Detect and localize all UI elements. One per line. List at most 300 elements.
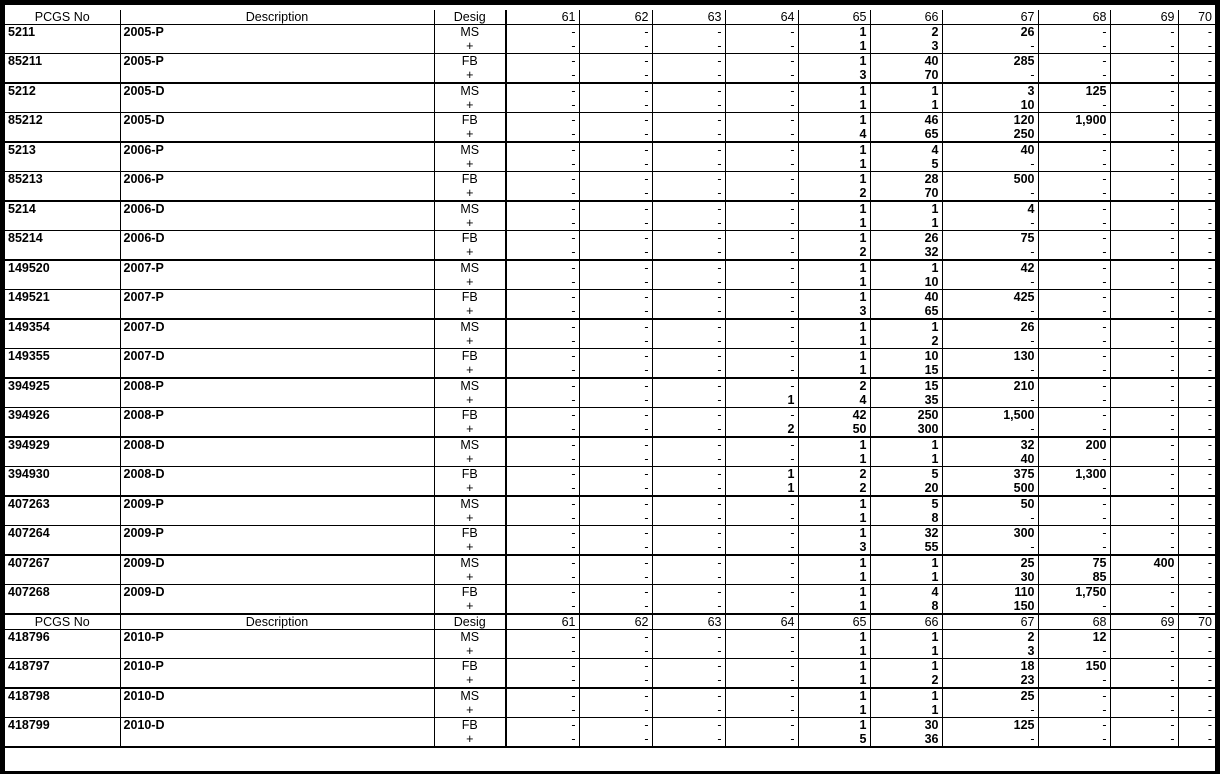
grade-price-cell (1038, 260, 1110, 290)
plus-price-value: - (1030, 540, 1035, 554)
header-row (5, 10, 1215, 25)
plus-price-value: - (790, 39, 795, 53)
plus-price-value: - (1102, 68, 1107, 82)
price-value: 400 (1153, 556, 1175, 570)
price-value: - (644, 349, 649, 363)
grade-price-cell (1178, 688, 1215, 718)
plus-price-value: - (1030, 186, 1035, 200)
grade-price-cell (870, 408, 942, 438)
grade-price-cell (942, 25, 1038, 54)
plus-price-value: - (1102, 452, 1107, 466)
grade-price-cell (579, 408, 652, 438)
grade-price-cell (870, 378, 942, 408)
grade-price-cell (652, 113, 725, 143)
plus-designation: + (466, 68, 474, 82)
grade-price-cell (579, 526, 652, 556)
table-row (5, 25, 1215, 54)
price-value: - (790, 689, 795, 703)
plus-price-value: - (1170, 334, 1175, 348)
pcgs-number: 418799 (5, 718, 120, 748)
price-value: - (790, 202, 795, 216)
designation: MS (460, 84, 480, 98)
grade-price-cell (1110, 25, 1178, 54)
plus-price-value: - (1207, 186, 1212, 200)
plus-price-value: - (644, 304, 649, 318)
grade-price-cell (1178, 467, 1215, 497)
plus-price-value: - (1030, 334, 1035, 348)
price-value: - (1102, 349, 1107, 363)
plus-price-value: - (1030, 68, 1035, 82)
price-value: - (571, 556, 576, 570)
grade-price-cell (579, 659, 652, 689)
price-value: 1 (931, 438, 939, 452)
grade-price-cell (870, 585, 942, 615)
grade-price-cell (506, 319, 579, 349)
plus-price-value: 23 (1020, 673, 1035, 687)
grade-price-cell (1110, 201, 1178, 231)
table-row (5, 231, 1215, 261)
price-value: - (644, 497, 649, 511)
plus-price-value: 1 (787, 393, 795, 407)
price-value: - (644, 113, 649, 127)
price-value: 1,500 (1003, 408, 1035, 422)
plus-designation: + (466, 245, 474, 259)
price-value: - (1207, 231, 1212, 245)
price-value: - (1102, 718, 1107, 732)
table-row (5, 201, 1215, 231)
pcgs-number: 149354 (5, 319, 120, 349)
plus-designation: + (466, 334, 474, 348)
grade-price-cell (870, 718, 942, 748)
grade-price-cell (1178, 630, 1215, 659)
plus-price-value: 2 (931, 334, 939, 348)
price-value: - (1170, 630, 1175, 644)
price-value: 1 (859, 143, 867, 157)
price-value: 200 (1085, 438, 1107, 452)
plus-price-value: - (1207, 304, 1212, 318)
price-value: - (571, 379, 576, 393)
table-row (5, 688, 1215, 718)
table-row (5, 555, 1215, 585)
grade-price-cell (1038, 231, 1110, 261)
plus-price-value: - (1102, 393, 1107, 407)
plus-price-value: - (644, 452, 649, 466)
column-header: 67 (942, 614, 1038, 630)
plus-price-value: 1 (931, 216, 939, 230)
grade-price-cell (725, 25, 798, 54)
price-value: - (717, 113, 722, 127)
price-value: - (1102, 231, 1107, 245)
price-value: - (717, 689, 722, 703)
price-value: - (1207, 630, 1212, 644)
price-value: - (644, 143, 649, 157)
designation-cell (434, 83, 506, 113)
designation: FB (461, 172, 478, 186)
plus-price-value: - (1030, 275, 1035, 289)
price-value: - (644, 25, 649, 39)
grade-price-cell (579, 718, 652, 748)
plus-price-value: - (790, 334, 795, 348)
plus-price-value: - (717, 363, 722, 377)
grade-price-cell (870, 54, 942, 84)
grade-price-cell (506, 83, 579, 113)
grade-price-cell (725, 142, 798, 172)
table-row (5, 349, 1215, 379)
grade-price-cell (506, 526, 579, 556)
price-value: 10 (924, 349, 939, 363)
plus-price-value: 2 (859, 186, 867, 200)
table-row (5, 437, 1215, 467)
grade-price-cell (1110, 408, 1178, 438)
price-value: - (571, 438, 576, 452)
price-value: 250 (917, 408, 939, 422)
plus-price-value: - (790, 127, 795, 141)
grade-price-cell (506, 142, 579, 172)
grade-price-cell (798, 659, 870, 689)
price-value: 1 (859, 718, 867, 732)
price-value: 42 (1020, 261, 1035, 275)
plus-price-value: - (1102, 304, 1107, 318)
price-value: - (1102, 689, 1107, 703)
price-value: - (1207, 84, 1212, 98)
header-row (5, 614, 1215, 630)
grade-price-cell (1110, 496, 1178, 526)
grade-price-cell (652, 437, 725, 467)
price-value: 1 (859, 84, 867, 98)
price-value: - (644, 54, 649, 68)
coin-description: 2005-P (120, 25, 434, 54)
grade-price-cell (725, 496, 798, 526)
coin-description: 2005-P (120, 54, 434, 84)
plus-price-value: - (1102, 644, 1107, 658)
pcgs-number: 394930 (5, 467, 120, 497)
plus-price-value: - (1102, 127, 1107, 141)
plus-price-value: - (1170, 304, 1175, 318)
designation: MS (460, 202, 480, 216)
plus-price-value: - (1102, 422, 1107, 436)
grade-price-cell (1178, 54, 1215, 84)
plus-price-value: - (1102, 703, 1107, 717)
plus-price-value: - (1030, 732, 1035, 746)
grade-price-cell (942, 113, 1038, 143)
designation: FB (461, 718, 478, 732)
plus-price-value: - (571, 644, 576, 658)
price-value: 40 (924, 54, 939, 68)
grade-price-cell (652, 290, 725, 320)
price-value: 1 (859, 320, 867, 334)
plus-price-value: - (644, 732, 649, 746)
price-value: - (571, 25, 576, 39)
designation-cell (434, 54, 506, 84)
plus-price-value: 15 (924, 363, 939, 377)
plus-price-value: - (1102, 245, 1107, 259)
grade-price-cell (798, 718, 870, 748)
column-header: PCGS No (5, 10, 120, 25)
grade-price-cell (1178, 437, 1215, 467)
price-value: - (790, 630, 795, 644)
plus-price-value: - (1030, 393, 1035, 407)
grade-price-cell (870, 437, 942, 467)
price-value: 30 (924, 718, 939, 732)
price-value: 2 (931, 25, 939, 39)
plus-price-value: 3 (859, 68, 867, 82)
grade-price-cell (1110, 630, 1178, 659)
price-value: - (717, 349, 722, 363)
price-value: 12 (1092, 630, 1107, 644)
designation: MS (460, 379, 480, 393)
grade-price-cell (798, 496, 870, 526)
price-value: 130 (1013, 349, 1035, 363)
plus-price-value: 40 (1020, 452, 1035, 466)
plus-price-value: - (1170, 644, 1175, 658)
price-value: 1,300 (1075, 467, 1107, 481)
price-value: - (571, 172, 576, 186)
price-value: - (571, 143, 576, 157)
price-value: 32 (1020, 438, 1035, 452)
grade-price-cell (652, 659, 725, 689)
plus-price-value: - (790, 703, 795, 717)
grade-price-cell (725, 378, 798, 408)
price-value: - (644, 438, 649, 452)
designation-cell (434, 467, 506, 497)
price-value: 42 (852, 408, 867, 422)
price-value: - (571, 290, 576, 304)
grade-price-cell (798, 526, 870, 556)
column-header: 69 (1110, 10, 1178, 25)
price-value: - (790, 172, 795, 186)
column-header: 68 (1038, 614, 1110, 630)
grade-price-cell (652, 585, 725, 615)
plus-price-value: - (1207, 157, 1212, 171)
grade-price-cell (1110, 231, 1178, 261)
pcgs-number: 149355 (5, 349, 120, 379)
grade-price-cell (579, 25, 652, 54)
grade-price-cell (1110, 290, 1178, 320)
plus-price-value: - (571, 673, 576, 687)
plus-price-value: - (571, 732, 576, 746)
price-guide-table (5, 10, 1215, 748)
column-header: Desig (434, 10, 506, 25)
price-value: 110 (1014, 585, 1035, 599)
grade-price-cell (1178, 172, 1215, 202)
coin-description: 2006-D (120, 201, 434, 231)
table-row (5, 54, 1215, 84)
grade-price-cell (652, 319, 725, 349)
price-value: - (1170, 290, 1175, 304)
grade-price-cell (798, 437, 870, 467)
plus-price-value: 1 (859, 673, 867, 687)
column-header: 68 (1038, 10, 1110, 25)
price-value: - (571, 497, 576, 511)
designation-cell (434, 659, 506, 689)
price-value: 1 (931, 320, 939, 334)
pcgs-number: 5214 (5, 201, 120, 231)
price-value: - (717, 261, 722, 275)
price-value: 1 (859, 231, 867, 245)
price-value: - (1170, 689, 1175, 703)
grade-price-cell (652, 630, 725, 659)
plus-price-value: - (1030, 157, 1035, 171)
plus-price-value: 20 (924, 481, 939, 495)
designation-cell (434, 496, 506, 526)
plus-price-value: 1 (859, 511, 867, 525)
plus-price-value: - (644, 186, 649, 200)
grade-price-cell (798, 142, 870, 172)
plus-price-value: - (1207, 703, 1212, 717)
grade-price-cell (798, 630, 870, 659)
plus-price-value: 1 (859, 39, 867, 53)
price-value: - (790, 231, 795, 245)
grade-price-cell (942, 555, 1038, 585)
plus-price-value: 1 (859, 452, 867, 466)
plus-price-value: - (571, 304, 576, 318)
grade-price-cell (1110, 688, 1178, 718)
price-value: 1 (859, 556, 867, 570)
grade-price-cell (1110, 172, 1178, 202)
designation-cell (434, 349, 506, 379)
plus-price-value: - (571, 245, 576, 259)
grade-price-cell (942, 467, 1038, 497)
plus-price-value: - (790, 363, 795, 377)
plus-price-value: 1 (859, 644, 867, 658)
plus-price-value: - (644, 644, 649, 658)
designation-cell (434, 437, 506, 467)
plus-price-value: - (790, 186, 795, 200)
coin-description: 2007-P (120, 290, 434, 320)
plus-price-value: - (790, 452, 795, 466)
designation: FB (461, 408, 478, 422)
coin-description: 2007-D (120, 319, 434, 349)
grade-price-cell (725, 54, 798, 84)
price-value: - (1207, 659, 1212, 673)
grade-price-cell (506, 113, 579, 143)
plus-price-value: - (1102, 39, 1107, 53)
plus-price-value: 2 (931, 673, 939, 687)
price-value: - (644, 585, 649, 599)
price-value: - (1170, 497, 1175, 511)
plus-price-value: - (717, 673, 722, 687)
grade-price-cell (725, 83, 798, 113)
price-value: 1 (859, 202, 867, 216)
plus-price-value: - (1207, 511, 1212, 525)
grade-price-cell (1178, 25, 1215, 54)
grade-price-cell (1038, 142, 1110, 172)
plus-price-value: - (1170, 570, 1175, 584)
price-value: 4 (931, 585, 939, 599)
column-header: 70 (1178, 614, 1215, 630)
plus-price-value: 70 (924, 68, 939, 82)
price-value: - (571, 261, 576, 275)
plus-price-value: 35 (924, 393, 939, 407)
plus-price-value: - (1170, 275, 1175, 289)
plus-price-value: - (644, 68, 649, 82)
table-row (5, 718, 1215, 748)
grade-price-cell (506, 201, 579, 231)
price-value: 75 (1092, 556, 1107, 570)
plus-price-value: 1 (859, 334, 867, 348)
grade-price-cell (1038, 54, 1110, 84)
plus-price-value: - (1207, 39, 1212, 53)
plus-designation: + (466, 511, 474, 525)
price-value: - (790, 349, 795, 363)
plus-price-value: - (1102, 186, 1107, 200)
plus-price-value: - (717, 703, 722, 717)
plus-price-value: - (571, 39, 576, 53)
designation: MS (460, 689, 480, 703)
grade-price-cell (579, 467, 652, 497)
price-value: - (1102, 25, 1107, 39)
grade-price-cell (652, 688, 725, 718)
plus-price-value: - (1207, 334, 1212, 348)
grade-price-cell (725, 437, 798, 467)
grade-price-cell (942, 349, 1038, 379)
grade-price-cell (652, 467, 725, 497)
grade-price-cell (870, 172, 942, 202)
grade-price-cell (506, 408, 579, 438)
grade-price-cell (579, 231, 652, 261)
plus-price-value: - (790, 304, 795, 318)
grade-price-cell (1110, 659, 1178, 689)
price-value: 1 (859, 349, 867, 363)
price-value: - (790, 659, 795, 673)
grade-price-cell (506, 555, 579, 585)
price-value: - (571, 202, 576, 216)
pcgs-number: 5212 (5, 83, 120, 113)
pcgs-number: 407268 (5, 585, 120, 615)
designation: FB (461, 54, 478, 68)
plus-price-value: - (1170, 673, 1175, 687)
plus-price-value: - (571, 68, 576, 82)
plus-price-value: - (1030, 703, 1035, 717)
grade-price-cell (798, 290, 870, 320)
grade-price-cell (506, 378, 579, 408)
plus-price-value: - (644, 393, 649, 407)
designation-cell (434, 526, 506, 556)
price-value: - (644, 202, 649, 216)
grade-price-cell (506, 290, 579, 320)
plus-price-value: - (1102, 732, 1107, 746)
price-value: 285 (1013, 54, 1035, 68)
column-header: 62 (579, 10, 652, 25)
price-value: 1 (859, 290, 867, 304)
pcgs-number: 85212 (5, 113, 120, 143)
plus-price-value: - (1102, 216, 1107, 230)
grade-price-cell (870, 659, 942, 689)
grade-price-cell (870, 349, 942, 379)
grade-price-cell (870, 688, 942, 718)
price-value: 1 (859, 659, 867, 673)
grade-price-cell (725, 659, 798, 689)
price-value: - (644, 526, 649, 540)
price-value: 18 (1020, 659, 1035, 673)
plus-price-value: - (790, 644, 795, 658)
plus-price-value: - (1207, 452, 1212, 466)
price-value: - (644, 84, 649, 98)
column-header: 65 (798, 10, 870, 25)
plus-price-value: - (1170, 245, 1175, 259)
grade-price-cell (942, 630, 1038, 659)
grade-price-cell (870, 201, 942, 231)
price-value: - (644, 379, 649, 393)
plus-price-value: - (1030, 304, 1035, 318)
coin-description: 2008-D (120, 437, 434, 467)
price-value: - (790, 84, 795, 98)
grade-price-cell (652, 378, 725, 408)
price-value: - (717, 659, 722, 673)
grade-price-cell (579, 83, 652, 113)
plus-designation: + (466, 481, 474, 495)
grade-price-cell (579, 319, 652, 349)
